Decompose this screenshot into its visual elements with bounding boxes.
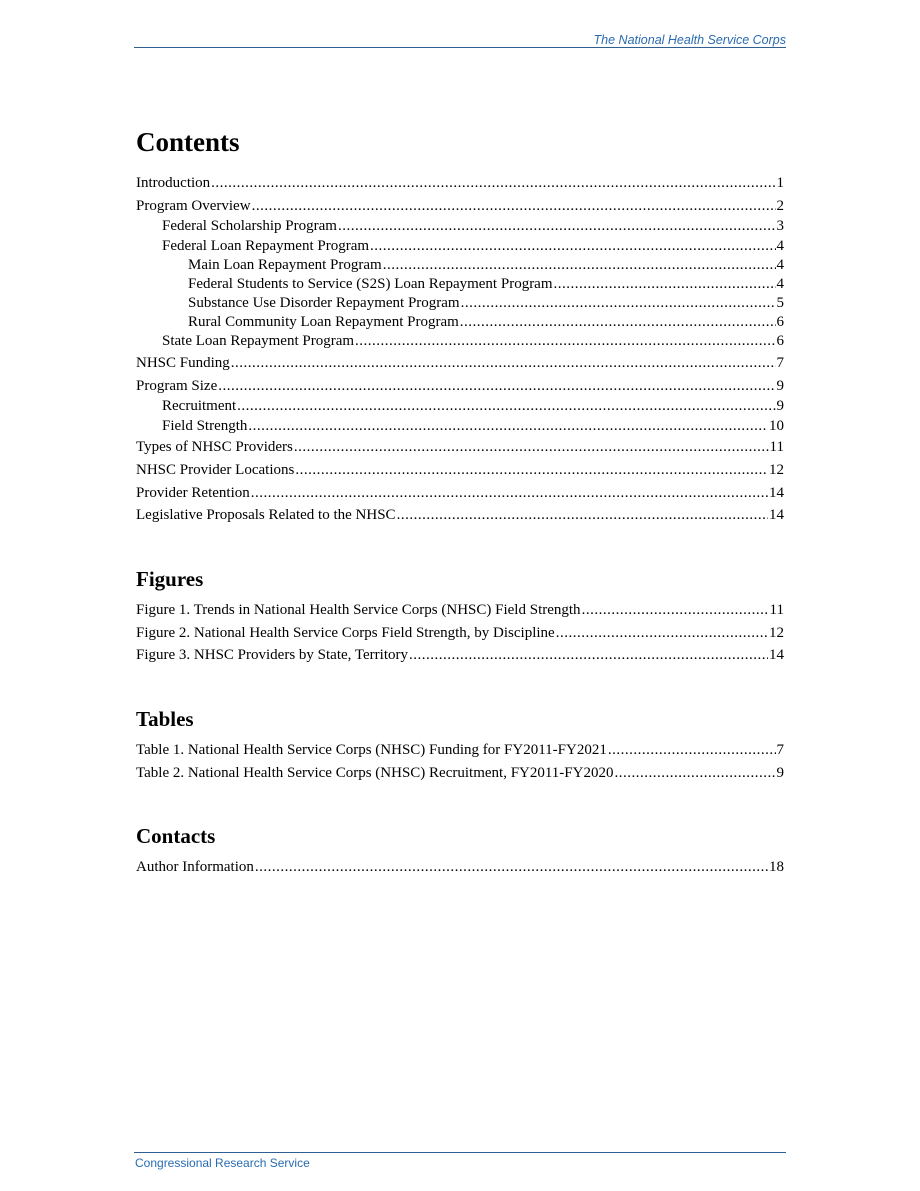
dot-leader xyxy=(355,332,775,352)
figures-list xyxy=(136,599,784,667)
toc-entry-recruitment[interactable] xyxy=(136,397,784,417)
dot-leader xyxy=(255,856,768,879)
toc-entry-label: Program Size xyxy=(136,377,218,394)
toc-entry-label: Figure 3. NHSC Providers by State, Territory xyxy=(136,647,408,664)
toc-entry-page: 7 xyxy=(776,742,784,759)
toc-entry-rural-community-program[interactable] xyxy=(136,313,784,332)
toc-entry-provider-locations[interactable] xyxy=(136,459,784,482)
dot-leader xyxy=(370,237,775,257)
toc-entry-main-loan-repayment-program[interactable] xyxy=(136,256,784,275)
toc-entry-page: 12 xyxy=(769,461,784,478)
toc-entry-page: 14 xyxy=(769,507,784,524)
running-header-title: The National Health Service Corps xyxy=(593,33,786,47)
toc-entry-label: Recruitment xyxy=(162,398,237,415)
toc-entry-label: Main Loan Repayment Program xyxy=(188,257,382,274)
toc-entry-page: 9 xyxy=(776,398,784,415)
toc-entry-federal-loan-repayment-program[interactable] xyxy=(136,237,784,257)
dot-leader xyxy=(294,436,769,459)
toc-entry-federal-scholarship-program[interactable] xyxy=(136,217,784,237)
contacts-list xyxy=(136,856,784,879)
toc-entry-page: 14 xyxy=(769,484,784,501)
toc-entry-field-strength[interactable] xyxy=(136,417,784,437)
toc-entry-page: 6 xyxy=(776,333,784,350)
dot-leader xyxy=(554,275,776,294)
dot-leader xyxy=(460,313,776,332)
toc-entry-table-2[interactable] xyxy=(136,762,784,785)
dot-leader xyxy=(582,599,769,622)
toc-entry-label: Author Information xyxy=(136,859,254,876)
contents-list xyxy=(136,172,784,527)
footer-organization: Congressional Research Service xyxy=(135,1156,310,1170)
toc-entry-substance-use-disorder-program[interactable] xyxy=(136,294,784,313)
dot-leader xyxy=(461,294,776,313)
toc-entry-page: 7 xyxy=(776,354,784,371)
toc-entry-label: NHSC Funding xyxy=(136,354,230,371)
toc-entry-page: 3 xyxy=(776,218,784,235)
dot-leader xyxy=(409,644,768,667)
toc-entry-introduction[interactable] xyxy=(136,172,784,195)
toc-entry-page: 18 xyxy=(769,859,784,876)
page-footer xyxy=(134,1152,786,1170)
toc-entry-state-loan-repayment-program[interactable] xyxy=(136,332,784,352)
toc-entry-label: Types of NHSC Providers xyxy=(136,439,293,456)
toc-entry-legislative-proposals[interactable] xyxy=(136,504,784,527)
toc-entry-program-overview[interactable] xyxy=(136,195,784,218)
toc-entry-label: Substance Use Disorder Repayment Program xyxy=(188,295,460,312)
toc-entry-label: Federal Loan Repayment Program xyxy=(162,237,370,254)
toc-entry-label: Figure 2. National Health Service Corps Field Strength, by Discipline xyxy=(136,624,555,641)
dot-leader xyxy=(231,352,776,375)
toc-entry-figure-2[interactable] xyxy=(136,622,784,645)
dot-leader xyxy=(397,504,768,527)
toc-entry-page: 14 xyxy=(769,647,784,664)
toc-entry-author-information[interactable] xyxy=(136,856,784,879)
toc-entry-label: Legislative Proposals Related to the NHSC xyxy=(136,507,396,524)
toc-entry-label: Federal Scholarship Program xyxy=(162,218,337,235)
toc-entry-label: Field Strength xyxy=(162,417,248,434)
toc-entry-figure-3[interactable] xyxy=(136,644,784,667)
page-header xyxy=(134,30,786,48)
tables-list xyxy=(136,739,784,784)
dot-leader xyxy=(211,172,775,195)
dot-leader xyxy=(338,217,776,237)
toc-entry-label: NHSC Provider Locations xyxy=(136,461,295,478)
toc-entry-label: State Loan Repayment Program xyxy=(162,333,355,350)
toc-entry-label: Table 1. National Health Service Corps (NHSC) Funding for FY2011-FY2021 xyxy=(136,742,607,759)
toc-entry-provider-retention[interactable] xyxy=(136,482,784,505)
toc-entry-label: Program Overview xyxy=(136,197,251,214)
dot-leader xyxy=(614,762,775,785)
toc-content xyxy=(136,124,784,879)
toc-entry-page: 9 xyxy=(776,764,784,781)
toc-entry-page: 5 xyxy=(776,295,784,312)
dot-leader xyxy=(252,195,776,218)
dot-leader xyxy=(556,622,768,645)
figures-heading: Figures xyxy=(136,567,204,591)
toc-entry-page: 4 xyxy=(776,257,784,274)
toc-entry-page: 4 xyxy=(776,276,784,293)
toc-entry-page: 10 xyxy=(769,417,784,434)
toc-entry-types-of-providers[interactable] xyxy=(136,436,784,459)
toc-entry-label: Federal Students to Service (S2S) Loan Repayment Program xyxy=(188,276,553,293)
toc-entry-page: 11 xyxy=(769,439,784,456)
toc-entry-figure-1[interactable] xyxy=(136,599,784,622)
dot-leader xyxy=(608,739,776,762)
toc-entry-label: Table 2. National Health Service Corps (NHSC) Recruitment, FY2011-FY2020 xyxy=(136,764,614,781)
toc-entry-label: Figure 1. Trends in National Health Service Corps (NHSC) Field Strength xyxy=(136,602,581,618)
dot-leader xyxy=(383,256,776,275)
toc-entry-table-1[interactable] xyxy=(136,739,784,762)
toc-entry-page: 9 xyxy=(776,377,784,394)
toc-entry-program-size[interactable] xyxy=(136,375,784,398)
toc-entry-page: 2 xyxy=(776,197,784,214)
toc-entry-label: Provider Retention xyxy=(136,484,250,501)
dot-leader xyxy=(295,459,768,482)
dot-leader xyxy=(248,417,768,437)
toc-entry-label: Introduction xyxy=(136,175,211,191)
dot-leader xyxy=(251,482,768,505)
toc-entry-label: Rural Community Loan Repayment Program xyxy=(188,314,459,331)
toc-entry-page: 12 xyxy=(769,624,784,641)
toc-entry-s2s-loan-repayment-program[interactable] xyxy=(136,275,784,294)
dot-leader xyxy=(237,397,775,417)
contacts-heading: Contacts xyxy=(136,824,216,849)
dot-leader xyxy=(218,375,775,398)
toc-entry-page: 4 xyxy=(776,237,784,254)
toc-entry-page: 1 xyxy=(776,175,784,191)
toc-entry-page: 6 xyxy=(776,314,784,331)
toc-entry-page: 11 xyxy=(769,602,784,618)
tables-heading: Tables xyxy=(136,707,194,732)
contents-heading: Contents xyxy=(136,127,240,157)
toc-entry-nhsc-funding[interactable] xyxy=(136,352,784,375)
